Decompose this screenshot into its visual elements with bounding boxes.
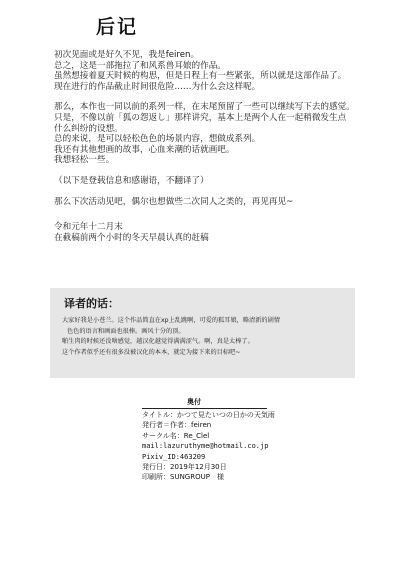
afterword-line: 我还有其他想画的故事，心血来潮的话就画吧。	[54, 144, 235, 155]
afterword-line: 初次见面或是好久不见，我是feiren。	[54, 50, 200, 60]
translator-note-line: 啪生肉的时候还没啥感觉，越汉化越觉得满满涩气。啊，真是太棒了。	[62, 338, 254, 346]
colophon	[142, 397, 312, 483]
afterword-signoff: 在截稿前两个小时的冬天早晨认真的赶稿	[54, 232, 209, 243]
afterword-line: 那么，本作也一同以前的系列一样，在末尾预留了一些可以继续写下去的感觉。	[54, 102, 355, 113]
translator-note-text	[62, 316, 354, 358]
afterword-title: 后记	[96, 16, 139, 38]
colophon-heading: 奥付	[187, 398, 201, 406]
afterword-line: 现在进行的作品截止时间很危险……为什么会这样呢。	[54, 81, 261, 92]
translator-note-line: 色色的语言和画面也很棒。画风十分的顶。	[67, 327, 185, 335]
afterword-line: 什么纠纷的设想。	[54, 123, 123, 134]
paragraph-gap	[54, 166, 374, 176]
paragraph-gap	[54, 187, 374, 197]
afterword-line: 总的来说，是可以轻松色色的场景内容，想做成系列。	[54, 134, 261, 145]
colophon-circle: サークル名：Re_Clel	[142, 431, 210, 440]
colophon-pixiv: Pixiv_ID:463209	[142, 452, 206, 461]
afterword-body	[54, 50, 374, 243]
colophon-rule	[142, 408, 267, 409]
afterword-date: 令和元年十二月末	[54, 222, 123, 233]
paragraph-gap	[54, 92, 374, 102]
translator-note-line: 大家好我是小苍兰。这个作品简直在xp上乱跳啊，可爱的狐耳娘，略清新的剧情	[62, 317, 280, 324]
afterword-line: 总之，这是一部拖拉了和风系兽耳娘的作品。	[54, 60, 226, 71]
translator-note-box	[50, 288, 355, 378]
paragraph-gap	[54, 207, 374, 222]
translator-note-line: 这个作者似乎还有很多没被汉化的本本，就定为接下来的目标吧~	[62, 348, 241, 356]
colophon-printer: 印刷所：SUNGROUP 様	[142, 473, 224, 482]
colophon-author: 発行者＝作者：feiren	[142, 421, 212, 430]
colophon-title: タイトル：かつて見たいつの日かの天気雨	[142, 410, 275, 419]
afterword-line: 那么下次活动见吧，偶尔也想做些二次同人之类的，再见再见~	[54, 196, 294, 207]
afterword-line: 虽然想接着夏天时候的构思，但是日程上有一些紧张，所以就是这部作品了。	[54, 71, 347, 82]
afterword-note-line: （以下是登载信息和感谢语，不翻译了）	[54, 175, 209, 186]
afterword-line: 只是，不像以前「狐の怨返し」那样讲究，基本上是两个人在一起稍微发生点	[54, 112, 347, 123]
afterword-line: 我想轻松一些。	[54, 155, 115, 166]
colophon-mail: mail:lazuruthyme@hotmail.co.jp	[142, 442, 269, 451]
translator-note-title: 译者的话：	[64, 297, 119, 310]
colophon-date: 発行日：2019年12月30日	[142, 462, 227, 471]
